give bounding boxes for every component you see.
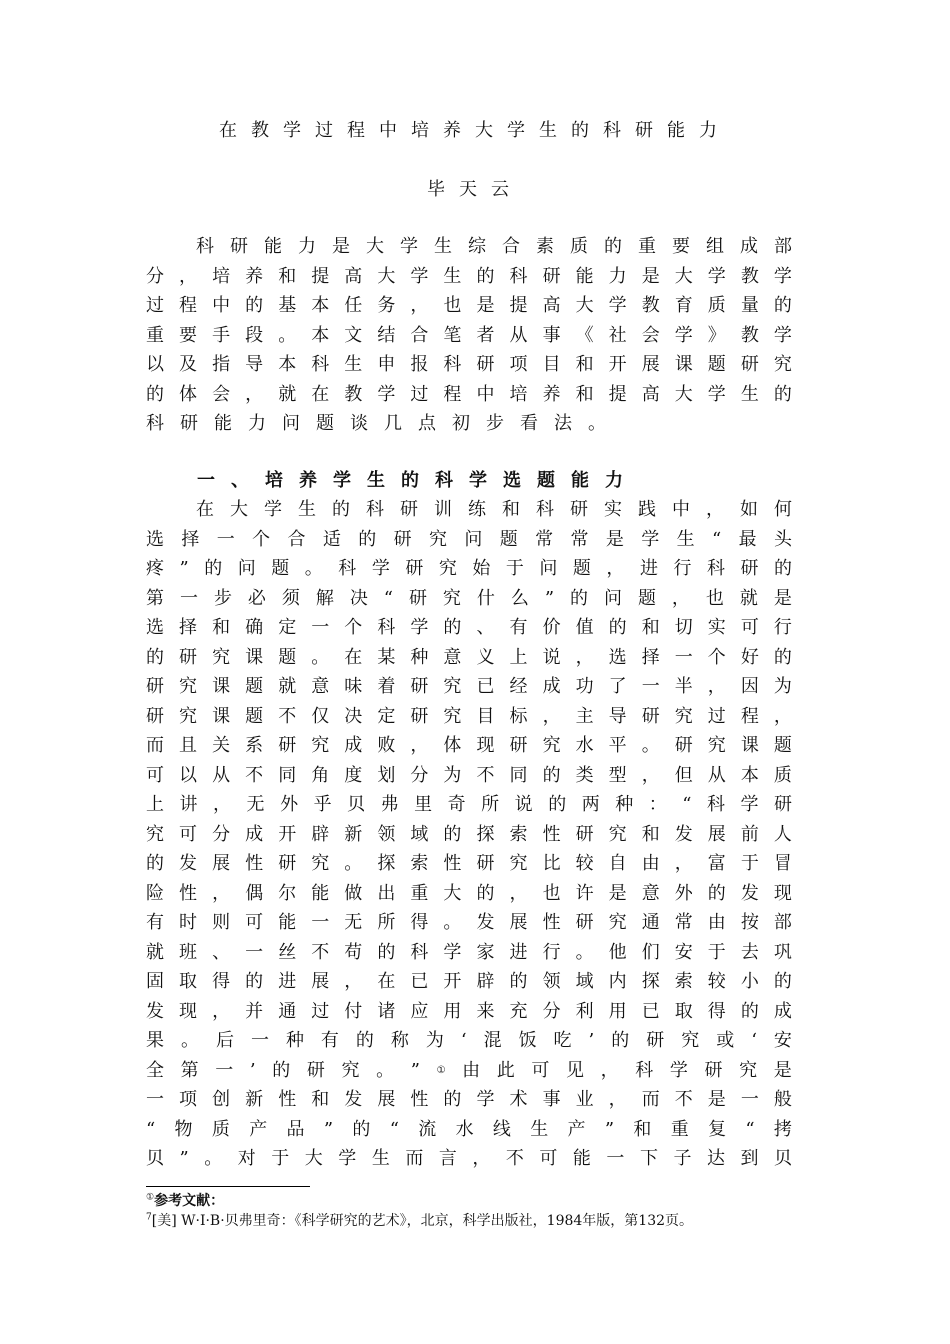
text-line: “ 物 质 产 品 ” 的 “ 流 水 线 生 产 ” 和 重 复 “ 拷 [146,1118,792,1140]
text-line: 选 择 和 确 定 一 个 科 学 的 、 有 价 值 的 和 切 实 可 行 [146,617,792,638]
text-line: 科 研 能 力 问 题 谈 几 点 初 步 看 法 。 [146,413,606,434]
text-line: 疼 ” 的 问 题 。 科 学 研 究 始 于 问 题 ， 进 行 科 研 的 [146,558,792,579]
text-line: 科 研 能 力 是 大 学 生 综 合 素 质 的 重 要 组 成 部 [196,236,792,257]
text-line: 一 项 创 新 性 和 发 展 性 的 学 术 事 业 ， 而 不 是 一 般 [146,1089,792,1110]
text-line: 以 及 指 导 本 科 生 申 报 科 研 项 目 和 开 展 课 题 研 究 [146,354,792,375]
text-line: 的 研 究 课 题 。 在 某 种 意 义 上 说 ， 选 择 一 个 好 的 [146,646,792,668]
text-line: 过 程 中 的 基 本 任 务 ， 也 是 提 高 大 学 教 育 质 量 的 [146,295,792,316]
text-line: 险 性 ， 偶 尔 能 做 出 重 大 的 ， 也 许 是 意 外 的 发 现 [146,882,792,904]
text-line: 究 可 分 成 开 辟 新 领 域 的 探 索 性 研 究 和 发 展 前 人 [146,823,792,845]
text-line: 上 讲 ， 无 外 乎 贝 弗 里 奇 所 说 的 两 种 ： “ 科 学 研 [146,794,792,815]
text-line: 贝 ” 。 对 于 大 学 生 而 言 ， 不 可 能 一 下 子 达 到 贝 [146,1148,792,1169]
text-line: 第 一 步 必 须 解 决 “ 研 究 什 么 ” 的 问 题 ， 也 就 是 [146,587,792,609]
text-line: 果 。 后 一 种 有 的 称 为 ‘ 混 饭 吃 ’ 的 研 究 或 ‘ 安 [146,1030,792,1051]
abstract-paragraph [146,232,792,439]
document-title: 在教学过程中培养大学生的科研能力 [219,120,731,141]
text-line: 的 发 展 性 研 究 。 探 索 性 研 究 比 较 自 由 ， 富 于 冒 [146,853,792,874]
text-line: 在 大 学 生 的 科 研 训 练 和 科 研 实 践 中 ， 如 何 [196,499,792,520]
text-line: 研 究 课 题 不 仅 决 定 研 究 目 标 ， 主 导 研 究 过 程 ， [146,705,792,727]
text-line: 选 择 一 个 合 适 的 研 究 问 题 常 常 是 学 生 “ 最 头 [146,528,792,550]
footnote-title: ①参考文献： [146,1192,225,1209]
section-heading: 一、培养学生的科学选题能力 [197,470,639,491]
text-line: 就 班 、 一 丝 不 苟 的 科 学 家 进 行 。 他 们 安 于 去 巩 [146,941,792,963]
text-line: 的 体 会 ， 就 在 教 学 过 程 中 培 养 和 提 高 大 学 生 的 [146,383,792,405]
text-line: 重 要 手 段 。 本 文 结 合 笔 者 从 事 《 社 会 学 》 教 学 [146,324,792,346]
footnote-rule [146,1186,310,1187]
text-line: 固 取 得 的 进 展 ， 在 已 开 辟 的 领 域 内 探 索 较 小 的 [146,971,792,992]
text-line: 有 时 则 可 能 一 无 所 得 。 发 展 性 研 究 通 常 由 按 部 [146,912,792,933]
text-line: 发 现 ， 并 通 过 付 诸 应 用 来 充 分 利 用 已 取 得 的 成 [146,1000,792,1022]
text-line: 研 究 课 题 就 意 味 着 研 究 已 经 成 功 了 一 半 ， 因 为 [146,676,792,697]
section-body [146,495,792,1174]
footnote-reference: $^7$[美] W·I·B·贝弗里奇：《科学研究的艺术》，北京，科学出版社，1984年版，第132页。 [146,1212,694,1229]
text-line: 可 以 从 不 同 角 度 划 分 为 不 同 的 类 型 ， 但 从 本 质 [146,764,792,786]
text-line: 全 第 一 ’ 的 研 究 。 ” ① 由 此 可 见 ， 科 学 研 究 是 [146,1059,792,1081]
text-line: 分 ， 培 养 和 提 高 大 学 生 的 科 研 能 力 是 大 学 教 学 [146,265,792,287]
author-name: 毕天云 [427,179,523,200]
text-line: 而 且 关 系 研 究 成 败 ， 体 现 研 究 水 平 。 研 究 课 题 [146,735,792,756]
